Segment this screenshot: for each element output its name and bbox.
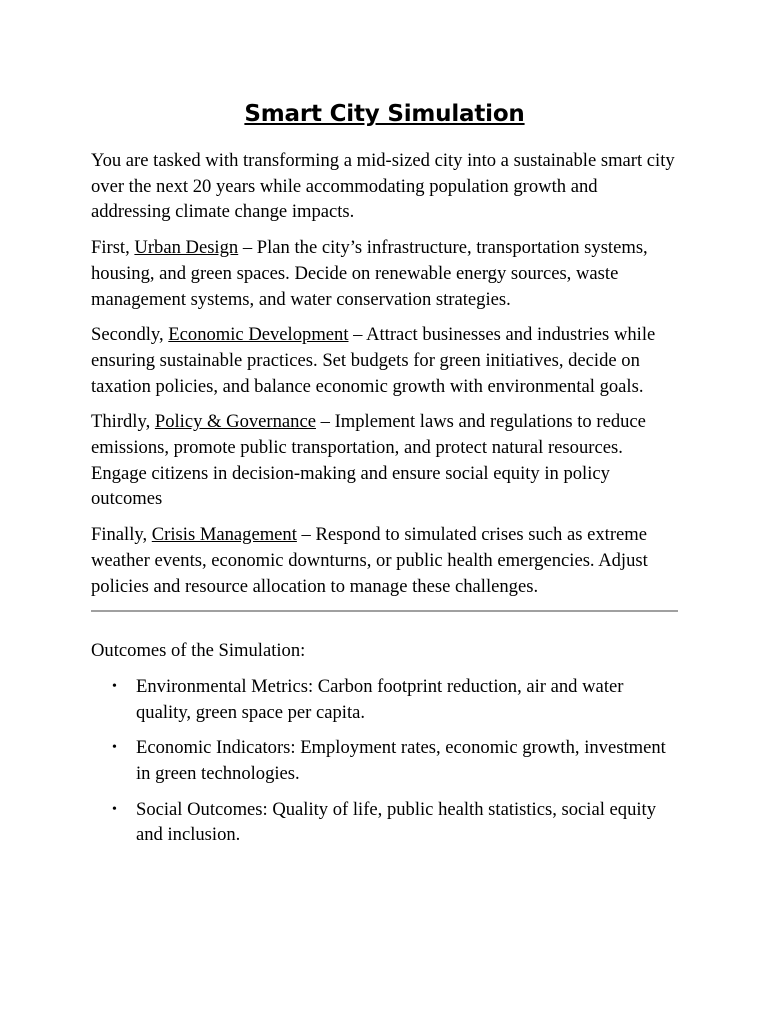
section-heading-economic-development: Economic Development bbox=[168, 324, 349, 346]
section-heading-crisis-management: Crisis Management bbox=[151, 524, 297, 546]
section-prefix: Thirdly, bbox=[91, 411, 155, 433]
section-prefix: First, bbox=[91, 237, 135, 259]
section-crisis-management bbox=[91, 522, 678, 599]
section-urban-design bbox=[91, 235, 678, 312]
list-item bbox=[91, 735, 678, 786]
section-body: – Respond to simulated crises such as extreme weather events, economic downturns, or public health emergencies. Adjust policies and resource allocation to manage these challenges. bbox=[91, 524, 648, 597]
bullet-icon: • bbox=[112, 740, 117, 756]
outcomes-list bbox=[91, 674, 678, 848]
document-body bbox=[91, 96, 678, 858]
section-heading-urban-design: Urban Design bbox=[134, 237, 239, 259]
list-item bbox=[91, 797, 678, 848]
outcome-text: Environmental Metrics: Carbon footprint reduction, air and water quality, green space per capita. bbox=[136, 675, 624, 723]
outcome-text: Social Outcomes: Quality of life, public health statistics, social equity and inclusion. bbox=[136, 798, 656, 846]
section-policy-governance bbox=[91, 409, 678, 512]
outcomes-heading: Outcomes of the Simulation: bbox=[91, 640, 306, 662]
section-heading-policy-governance: Policy & Governance bbox=[154, 411, 316, 433]
section-body: – Plan the city’s infrastructure, transportation systems, housing, and green spaces. Decide on renewable energy sources, waste management systems, and water conservation strategies. bbox=[91, 237, 648, 310]
intro-paragraph: You are tasked with transforming a mid-sized city into a sustainable smart city over the next 20 years while accommodating population growth and addressing climate change impacts. bbox=[91, 150, 675, 223]
section-prefix: Finally, bbox=[91, 524, 152, 546]
section-body: – Attract businesses and industries while ensuring sustainable practices. Set budgets for green initiatives, decide on taxation policies, and balance economic growth with environmental goals. bbox=[91, 324, 656, 397]
horizontal-divider bbox=[91, 610, 678, 612]
list-item bbox=[91, 674, 678, 725]
bullet-icon: • bbox=[112, 678, 117, 694]
page-title: Smart City Simulation bbox=[244, 101, 525, 127]
section-economic-development bbox=[91, 322, 678, 399]
outcome-text: Economic Indicators: Employment rates, economic growth, investment in green technologies. bbox=[136, 737, 666, 785]
section-body: – Implement laws and regulations to reduce emissions, promote public transportation, and protect natural resources. Engage citizens in decision-making and ensure social equity in policy outcomes bbox=[91, 411, 646, 510]
section-prefix: Secondly, bbox=[91, 324, 169, 346]
bullet-icon: • bbox=[112, 801, 117, 817]
